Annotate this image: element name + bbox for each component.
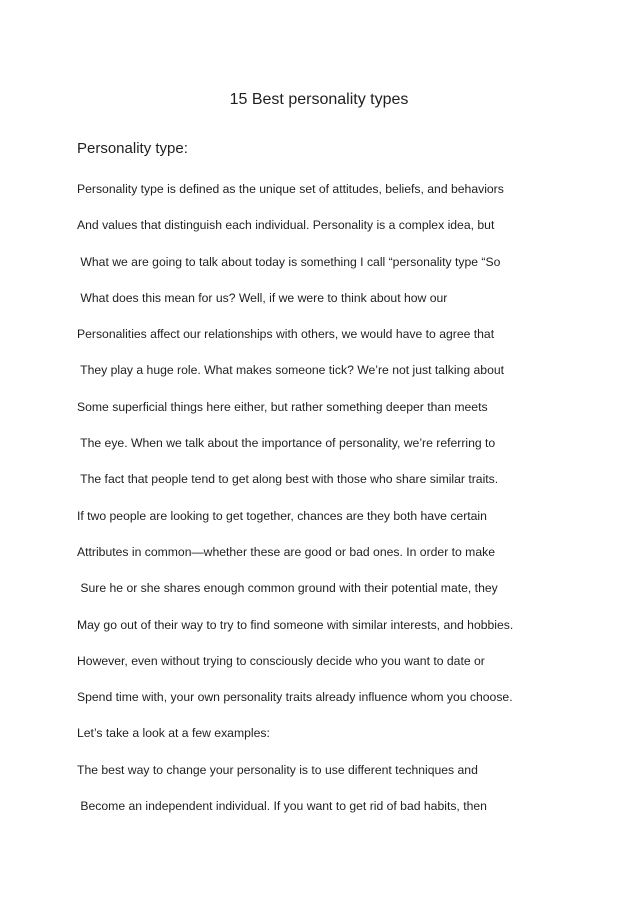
text-line: Attributes in common—whether these are good or bad ones. In order to make [77, 544, 495, 559]
document-title: 15 Best personality types [229, 91, 409, 108]
body-text [77, 179, 617, 832]
text-line: The fact that people tend to get along best with those who share similar traits. [77, 472, 499, 487]
text-line: What does this mean for us? Well, if we were to think about how our [77, 290, 448, 305]
text-line: If two people are looking to get together, chances are they both have certain [77, 508, 487, 523]
text-line: Personality type is defined as the unique set of attitudes, beliefs, and behaviors [77, 182, 504, 196]
text-line: Personalities affect our relationships with others, we would have to agree that [77, 327, 495, 342]
text-line: The best way to change your personality is to use different techniques and [77, 762, 478, 777]
text-line: They play a huge role. What makes someone tick? We’re not just talking about [77, 363, 505, 378]
text-line: Some superficial things here either, but rather something deeper than meets [77, 399, 488, 414]
text-line: May go out of their way to try to find someone with similar interests, and hobbies. [77, 617, 514, 632]
text-line: Become an independent individual. If you want to get rid of bad habits, then [77, 799, 487, 814]
text-line: The eye. When we talk about the importance of personality, we’re referring to [77, 436, 496, 451]
text-line: Sure he or she shares enough common ground with their potential mate, they [77, 581, 498, 596]
text-line: Let’s take a look at a few examples: [77, 726, 270, 741]
text-line: However, even without trying to consciously decide who you want to date or [77, 653, 485, 668]
section-heading: Personality type: [77, 140, 188, 157]
text-line: And values that distinguish each individual. Personality is a complex idea, but [77, 218, 495, 233]
text-line: What we are going to talk about today is something I call “personality type “So [77, 254, 501, 269]
text-line: Spend time with, your own personality traits already influence whom you choose. [77, 690, 513, 705]
